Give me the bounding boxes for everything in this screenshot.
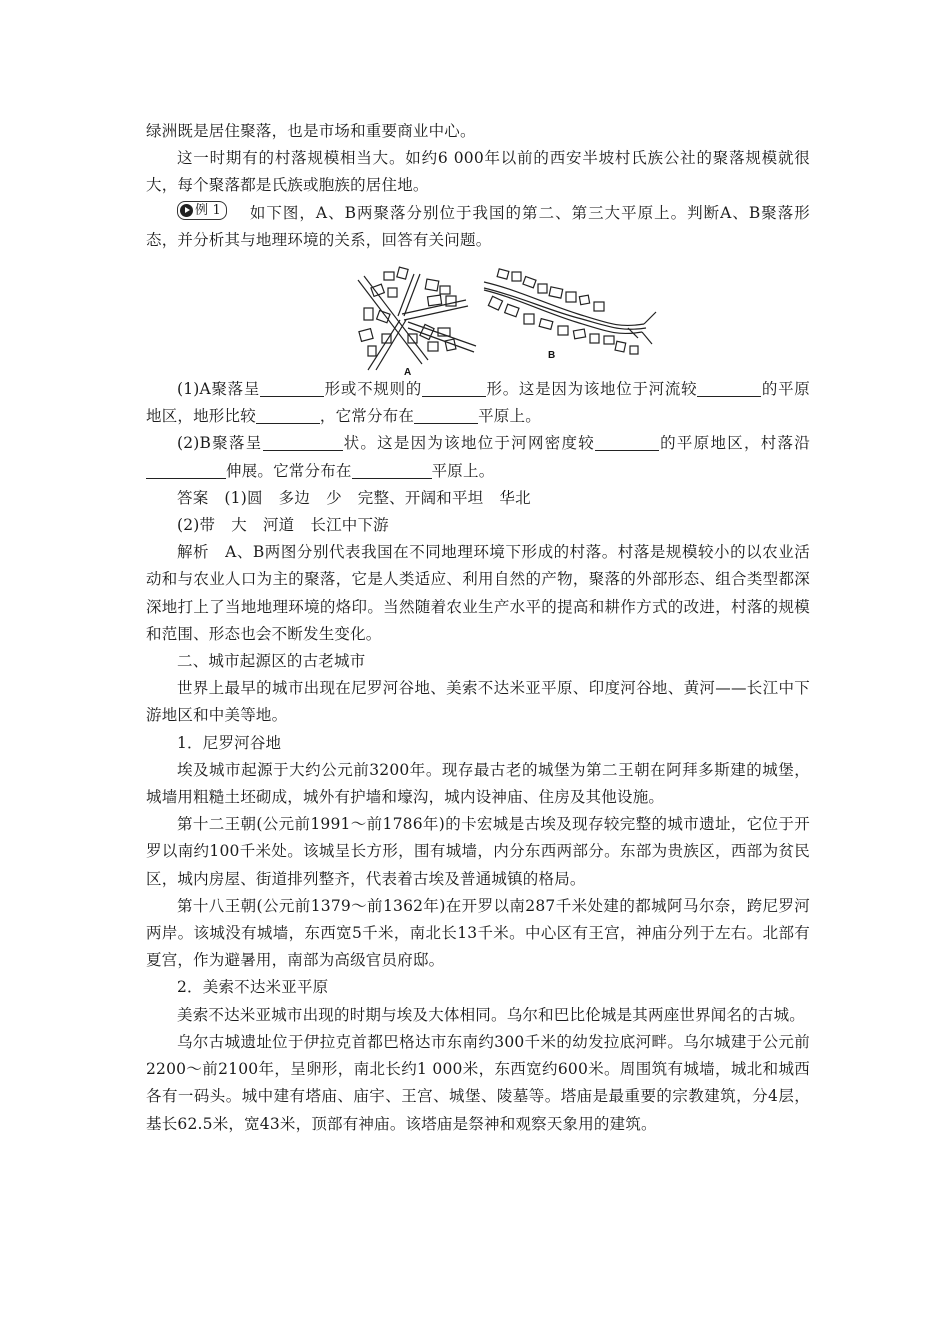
- paragraph: 世界上最早的城市出现在尼罗河谷地、美索不达米亚平原、印度河谷地、黄河——长江中下游地区和中美等地。: [146, 679, 810, 725]
- question-2: (2)B聚落呈 状。这是因为该地位于河网密度较 的平原地区，村落沿伸展。它常分布在 平原上。: [146, 430, 810, 484]
- analysis: 解析 A、B两图分别代表我国在不同地理环境下形成的村落。村落是规模较小的以农业活动和与农业人口为主的聚落，它是人类适应、利用自然的产物，聚落的外部形态、组合类型都深深地打上了当地地理环境的烙印。当然随着农业生产水平的提高和耕作方式的改进，村落的规模和范围、形态也会不断发生变化。: [146, 543, 810, 643]
- blank[interactable]: [422, 380, 486, 397]
- settlement-diagram: [146, 262, 810, 376]
- blank[interactable]: [256, 407, 320, 424]
- paragraph: 乌尔古城遗址位于伊拉克首都巴格达市东南约300千米的幼发拉底河畔。乌尔城建于公元前2200～前2100年，呈卵形，南北长约1 000米，东西宽约600米。周围筑有城墙，城北和城西各有一码头。城中建有塔庙、庙宇、王宫、城堡、陵墓等。塔庙是最重要的宗教建筑，分4层，基长62.5米，宽43米，顶部有神庙。该塔庙是祭神和观察天象用的建筑。: [146, 1032, 810, 1133]
- example-prompt: 例 1 如下图，A、B两聚落分别位于我国的第二、第三大平原上。判断A、B聚落形态，并分析其与地理环境的关系，回答有关问题。: [146, 202, 810, 249]
- settlement-figure: [146, 262, 810, 376]
- paragraph: 第十二王朝(公元前1991～前1786年)的卡宏城是古埃及现存较完整的城市遗址，它位于开罗以南约100千米处。该城呈长方形，围有城墙，内分东西两部分。东部为贵族区，西部为贫民区，城内房屋、街道排列整齐，代表着古埃及普通城镇的格局。: [146, 815, 810, 888]
- subheading: 2．美索不达米亚平原: [177, 978, 329, 997]
- answer-1: 答案 (1)圆 多边 少 完整、开阔和平坦 华北: [177, 488, 531, 507]
- example-badge: 例 1: [177, 201, 227, 220]
- blank[interactable]: [595, 434, 659, 451]
- diagram-a-label: A: [404, 367, 412, 377]
- paragraph: 这一时期有的村落规模相当大。如约6 000年以前的西安半坡村氏族公社的聚落规模就很大，每个聚落都是氏族或胞族的居住地。: [146, 149, 810, 195]
- document-body: [146, 118, 810, 1138]
- play-icon: [180, 204, 193, 217]
- subheading: 1．尼罗河谷地: [177, 733, 282, 752]
- blank[interactable]: [352, 462, 432, 479]
- paragraph: 第十八王朝(公元前1379～前1362年)在开罗以南287千米处建的都城阿马尔奈，跨尼罗河两岸。该城没有城墙，东西宽5千米，南北长13千米。中心区有王宫，神庙分列于左右。北部有夏宫，作为避暑用，南部为高级官员府邸。: [146, 896, 810, 970]
- paragraph: 埃及城市起源于大约公元前3200年。现存最古老的城堡为第二王朝在阿拜多斯建的城堡，城墙用粗糙土坯砌成，城外有护墙和壕沟，城内设神庙、住房及其他设施。: [146, 760, 810, 807]
- blank[interactable]: [263, 434, 343, 451]
- section-heading: 二、城市起源区的古老城市: [177, 652, 366, 671]
- diagram-b-label: B: [548, 350, 556, 362]
- paragraph: 美索不达米亚城市出现的时期与埃及大体相同。乌尔和巴比伦城是其两座世界闻名的古城。: [177, 1005, 806, 1024]
- question-1: (1)A聚落呈 形或不规则的 形。这是因为该地位于河流较 的平原地区，地形比较 ，它常分布在 平原上。: [146, 380, 810, 426]
- blank[interactable]: [146, 462, 226, 479]
- diagram-b: [484, 269, 656, 354]
- answer-2: (2)带 大 河道 长江中下游: [177, 516, 389, 535]
- blank[interactable]: [697, 380, 761, 397]
- blank[interactable]: [414, 407, 478, 424]
- blank[interactable]: [260, 380, 324, 397]
- paragraph: 绿洲既是居住聚落，也是市场和重要商业中心。: [146, 122, 476, 140]
- diagram-a: [358, 267, 476, 370]
